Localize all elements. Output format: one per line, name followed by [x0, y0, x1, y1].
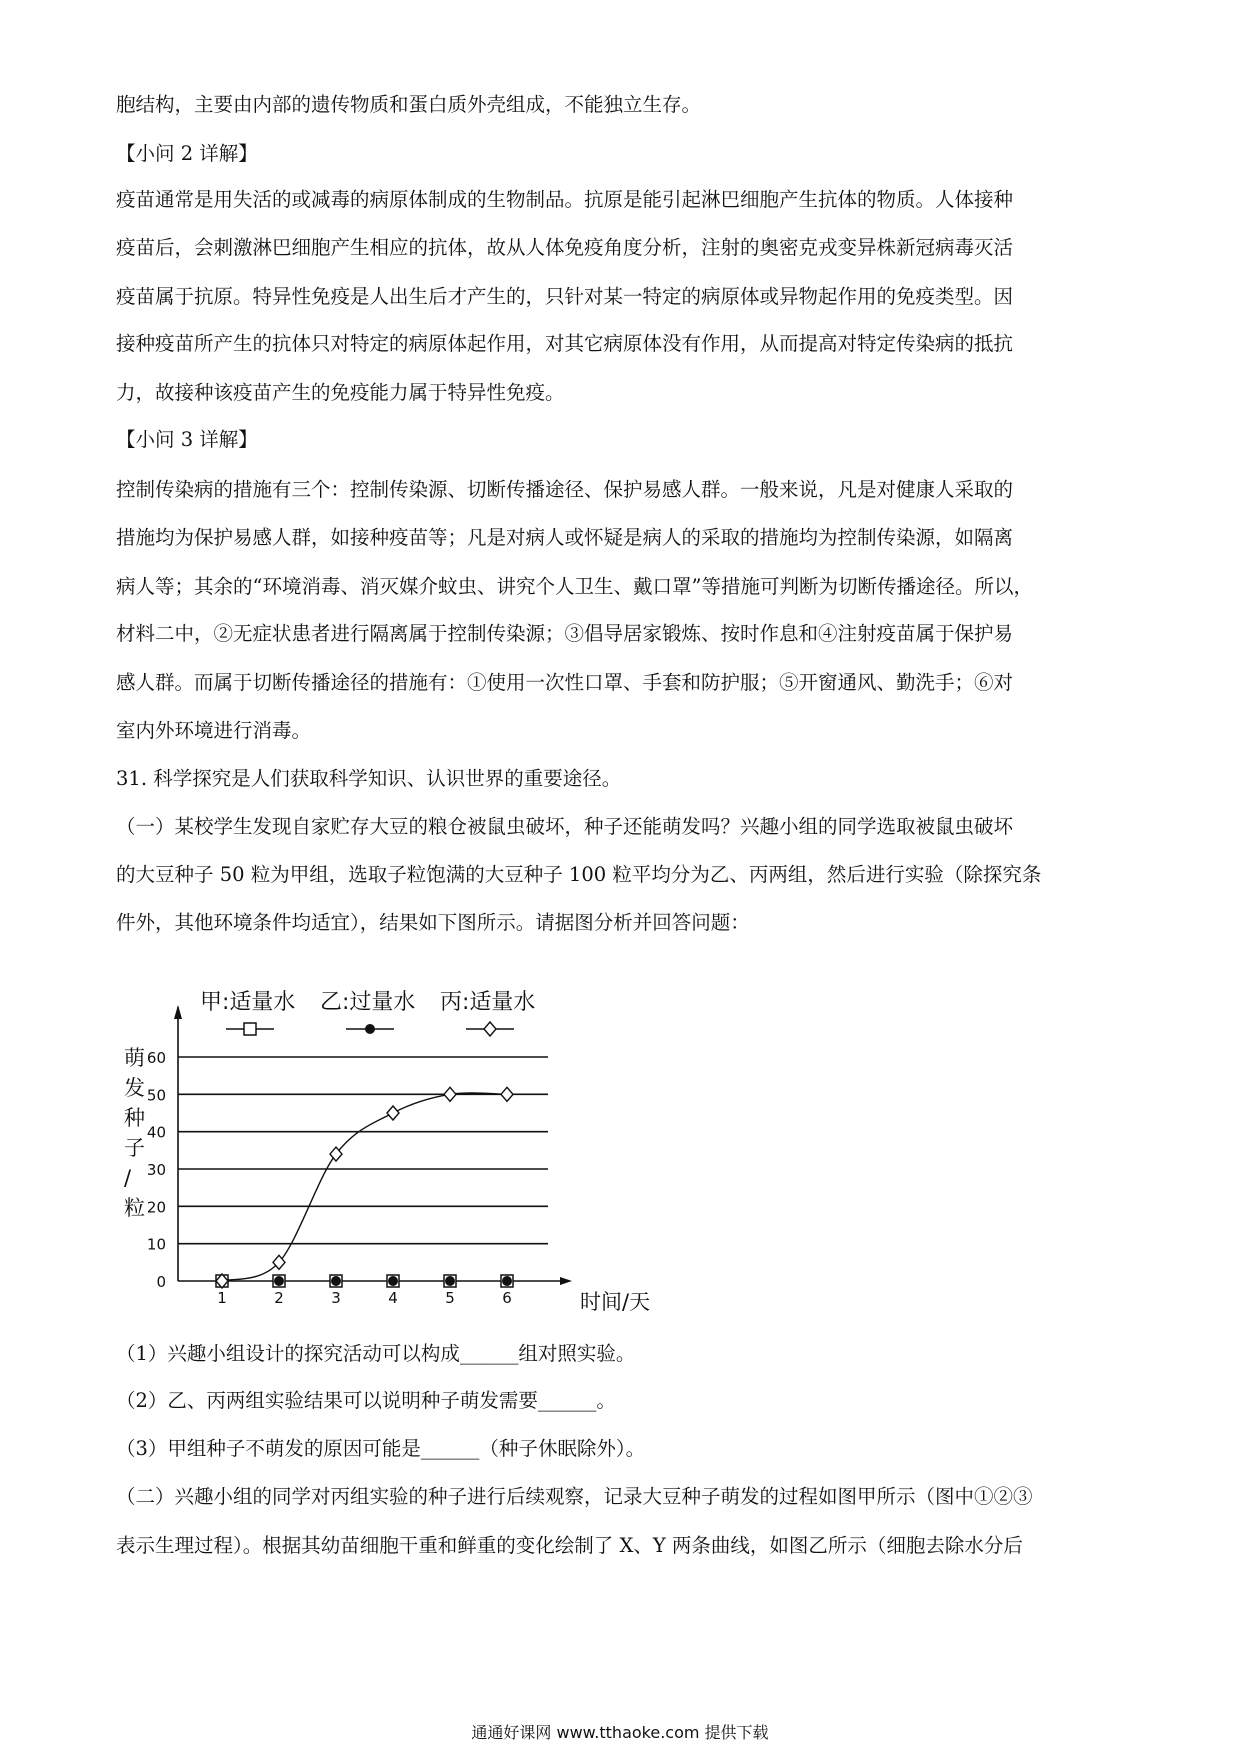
x-axis-label: 时间/天	[580, 1290, 651, 1314]
y-tick-label: 10	[146, 1235, 166, 1254]
data-point-2	[387, 1106, 399, 1120]
y-tick-label: 0	[156, 1273, 166, 1291]
text-line: 控制传染病的措施有三个：控制传染源、切断传播途径、保护易感人群。一般来说，凡是对健康人采取的	[116, 478, 1014, 501]
data-point-2	[501, 1087, 513, 1101]
legend-marker	[365, 1024, 375, 1034]
legend-label: 甲:适量水	[200, 990, 296, 1015]
sub-question-2: （2）乙、丙两组实验结果可以说明种子萌发需要______。	[116, 1389, 616, 1412]
y-axis-label: 萌发种子/粒	[124, 1046, 145, 1220]
legend-label: 丙:适量水	[440, 990, 536, 1015]
x-tick-label: 4	[388, 1289, 398, 1307]
section-heading: 【小问 2 详解】	[116, 142, 258, 165]
x-tick-label: 1	[217, 1289, 227, 1307]
x-tick-label: 6	[502, 1289, 512, 1307]
text-line: 表示生理过程）。根据其幼苗细胞干重和鲜重的变化绘制了 X、Y 两条曲线，如图乙所示（细胞去除水分后	[116, 1534, 1023, 1557]
legend-label: 乙:过量水	[320, 990, 416, 1015]
legend-marker	[484, 1022, 496, 1036]
text-line: 疫苗后，会刺激淋巴细胞产生相应的抗体，故从人体免疫角度分析，注射的奥密克戎变异株新冠病毒灭活	[116, 236, 1014, 259]
y-tick-label: 30	[146, 1161, 166, 1179]
text-line: 感人群。而属于切断传播途径的措施有：①使用一次性口罩、手套和防护服；⑤开窗通风、勤洗手；⑥对	[116, 671, 1014, 694]
text-line: （二）兴趣小组的同学对丙组实验的种子进行后续观察，记录大豆种子萌发的过程如图甲所示（图中①②③	[116, 1485, 1033, 1508]
text-line: 胞结构，主要由内部的遗传物质和蛋白质外壳组成，不能独立生存。	[116, 93, 702, 116]
text-line: 件外，其他环境条件均适宜），结果如下图所示。请据图分析并回答问题：	[116, 911, 750, 934]
text-line: 材料二中，②无症状患者进行隔离属于控制传染源；③倡导居家锻炼、按时作息和④注射疫苗属于保护易	[116, 622, 1014, 645]
x-tick-label: 5	[445, 1289, 455, 1307]
page-footer: 通通好课网 www.tthaoke.com 提供下载	[471, 1723, 769, 1742]
text-line: 疫苗属于抗原。特异性免疫是人出生后才产生的，只针对某一特定的病原体或异物起作用的免疫类型。因	[116, 285, 1014, 308]
series-line-2	[222, 1093, 507, 1281]
germination-chart	[124, 985, 680, 1314]
text-line: 病人等；其余的“环境消毒、消灭媒介蚊虫、讲究个人卫生、戴口罩”等措施可判断为切断传播途径。所以，	[116, 575, 1033, 598]
text-line: 措施均为保护易感人群，如接种疫苗等；凡是对病人或怀疑是病人的采取的措施均为控制传染源，如隔离	[116, 526, 1014, 549]
data-point-1	[388, 1276, 398, 1286]
data-point-2	[444, 1087, 456, 1101]
text-line: （一）某校学生发现自家贮存大豆的粮仓被鼠虫破坏，种子还能萌发吗？兴趣小组的同学选取被鼠虫破坏	[116, 815, 1014, 838]
data-point-1	[502, 1276, 512, 1286]
y-tick-label: 60	[146, 1049, 166, 1067]
sub-question-1: （1）兴趣小组设计的探究活动可以构成______组对照实验。	[116, 1342, 636, 1365]
text-line: 疫苗通常是用失活的或减毒的病原体制成的生物制品。抗原是能引起淋巴细胞产生抗体的物质。人体接种	[116, 188, 1014, 211]
data-point-1	[331, 1276, 341, 1286]
y-tick-label: 40	[146, 1123, 166, 1142]
y-tick-label: 20	[146, 1198, 166, 1217]
text-line: 接种疫苗所产生的抗体只对特定的病原体起作用，对其它病原体没有作用，从而提高对特定传染病的抵抗	[116, 332, 1014, 355]
x-tick-label: 3	[331, 1289, 341, 1307]
y-axis-arrow	[174, 1005, 182, 1019]
question-title: 31. 科学探究是人们获取科学知识、认识世界的重要途径。	[116, 767, 622, 790]
x-axis-arrow	[560, 1277, 572, 1285]
legend-marker	[244, 1023, 256, 1035]
y-tick-label: 50	[146, 1086, 166, 1105]
data-point-1	[445, 1276, 455, 1286]
text-line: 力，故接种该疫苗产生的免疫能力属于特异性免疫。	[116, 381, 565, 404]
x-tick-label: 2	[274, 1289, 284, 1307]
sub-question-3: （3）甲组种子不萌发的原因可能是______（种子休眠除外）。	[116, 1437, 646, 1460]
section-heading: 【小问 3 详解】	[116, 428, 258, 451]
data-point-1	[274, 1276, 284, 1286]
text-line: 室内外环境进行消毒。	[116, 719, 312, 742]
text-line: 的大豆种子 50 粒为甲组，选取子粒饱满的大豆种子 100 粒平均分为乙、丙两组，然后进行实验（除探究条	[116, 863, 1042, 886]
